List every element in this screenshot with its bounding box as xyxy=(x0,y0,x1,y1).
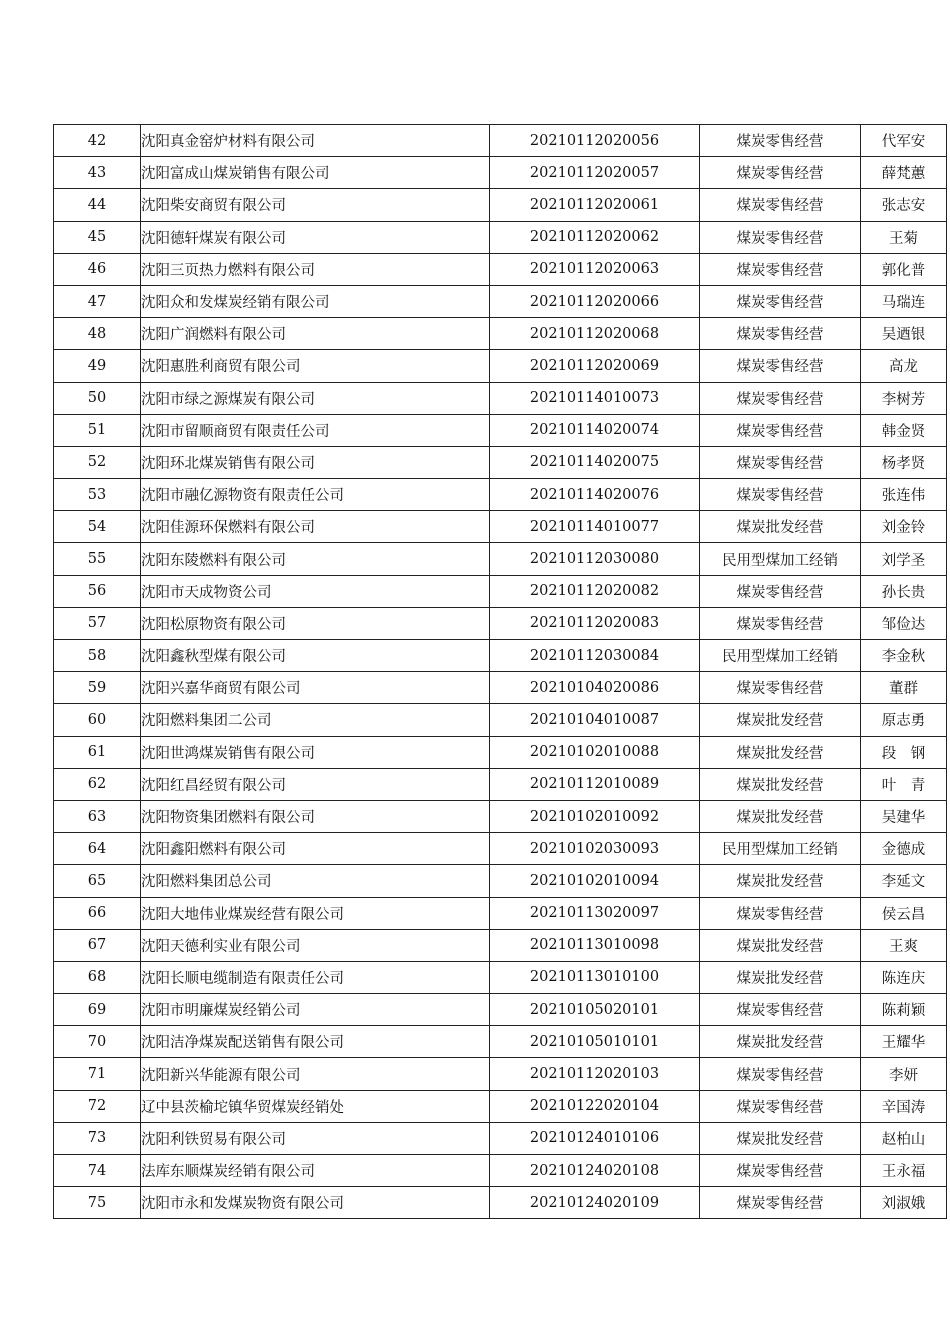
business-type-cell: 煤炭批发经营 xyxy=(700,800,861,832)
company-name-cell: 沈阳世鸿煤炭销售有限公司 xyxy=(141,736,490,768)
company-name-cell: 沈阳市留顺商贸有限责任公司 xyxy=(141,414,490,446)
business-type-cell: 煤炭批发经营 xyxy=(700,1122,861,1154)
company-name-cell: 沈阳富成山煤炭销售有限公司 xyxy=(141,157,490,189)
legal-representative-cell: 董群 xyxy=(861,672,947,704)
table-row xyxy=(54,961,947,993)
table-row xyxy=(54,640,947,672)
legal-representative-cell: 李延文 xyxy=(861,865,947,897)
license-number-cell: 20210124020109 xyxy=(490,1187,700,1219)
license-number-cell: 20210114010077 xyxy=(490,511,700,543)
table-row xyxy=(54,446,947,478)
row-number-cell: 57 xyxy=(54,607,141,639)
company-name-cell: 法库东顺煤炭经销有限公司 xyxy=(141,1155,490,1187)
table-row xyxy=(54,1058,947,1090)
license-number-cell: 20210124020108 xyxy=(490,1155,700,1187)
legal-representative-cell: 张志安 xyxy=(861,189,947,221)
row-number-cell: 61 xyxy=(54,736,141,768)
company-name-cell: 沈阳惠胜利商贸有限公司 xyxy=(141,350,490,382)
row-number-cell: 55 xyxy=(54,543,141,575)
company-name-cell: 沈阳东陵燃料有限公司 xyxy=(141,543,490,575)
license-number-cell: 20210112020056 xyxy=(490,125,700,157)
row-number-cell: 48 xyxy=(54,318,141,350)
legal-representative-cell: 刘学圣 xyxy=(861,543,947,575)
company-name-cell: 沈阳燃料集团总公司 xyxy=(141,865,490,897)
license-number-cell: 20210102030093 xyxy=(490,833,700,865)
company-name-cell: 沈阳市永和发煤炭物资有限公司 xyxy=(141,1187,490,1219)
business-type-cell: 煤炭零售经营 xyxy=(700,350,861,382)
registry-table-body xyxy=(54,125,947,1219)
row-number-cell: 68 xyxy=(54,961,141,993)
company-name-cell: 沈阳柴安商贸有限公司 xyxy=(141,189,490,221)
row-number-cell: 70 xyxy=(54,1026,141,1058)
row-number-cell: 45 xyxy=(54,221,141,253)
license-number-cell: 20210112030080 xyxy=(490,543,700,575)
license-number-cell: 20210114020074 xyxy=(490,414,700,446)
legal-representative-cell: 李妍 xyxy=(861,1058,947,1090)
table-row xyxy=(54,382,947,414)
business-type-cell: 煤炭批发经营 xyxy=(700,929,861,961)
license-number-cell: 20210105010101 xyxy=(490,1026,700,1058)
company-name-cell: 沈阳市绿之源煤炭有限公司 xyxy=(141,382,490,414)
license-number-cell: 20210112020062 xyxy=(490,221,700,253)
business-type-cell: 煤炭零售经营 xyxy=(700,125,861,157)
table-row xyxy=(54,253,947,285)
legal-representative-cell: 侯云昌 xyxy=(861,897,947,929)
license-number-cell: 20210113010098 xyxy=(490,929,700,961)
business-type-cell: 煤炭零售经营 xyxy=(700,479,861,511)
business-type-cell: 煤炭批发经营 xyxy=(700,768,861,800)
row-number-cell: 62 xyxy=(54,768,141,800)
business-type-cell: 煤炭零售经营 xyxy=(700,1090,861,1122)
license-registry-table xyxy=(53,124,947,1219)
row-number-cell: 60 xyxy=(54,704,141,736)
legal-representative-cell: 孙长贵 xyxy=(861,575,947,607)
company-name-cell: 沈阳广润燃料有限公司 xyxy=(141,318,490,350)
license-number-cell: 20210114010073 xyxy=(490,382,700,414)
table-row xyxy=(54,1155,947,1187)
table-row xyxy=(54,157,947,189)
license-number-cell: 20210113010100 xyxy=(490,961,700,993)
row-number-cell: 47 xyxy=(54,285,141,317)
business-type-cell: 煤炭零售经营 xyxy=(700,221,861,253)
row-number-cell: 72 xyxy=(54,1090,141,1122)
row-number-cell: 75 xyxy=(54,1187,141,1219)
company-name-cell: 沈阳众和发煤炭经销有限公司 xyxy=(141,285,490,317)
table-row xyxy=(54,285,947,317)
table-row xyxy=(54,768,947,800)
license-number-cell: 20210112020061 xyxy=(490,189,700,221)
legal-representative-cell: 金德成 xyxy=(861,833,947,865)
company-name-cell: 沈阳燃料集团二公司 xyxy=(141,704,490,736)
table-row xyxy=(54,897,947,929)
company-name-cell: 沈阳真金窑炉材料有限公司 xyxy=(141,125,490,157)
license-number-cell: 20210112020082 xyxy=(490,575,700,607)
business-type-cell: 煤炭批发经营 xyxy=(700,1026,861,1058)
company-name-cell: 沈阳大地伟业煤炭经营有限公司 xyxy=(141,897,490,929)
business-type-cell: 煤炭批发经营 xyxy=(700,865,861,897)
table-row xyxy=(54,1026,947,1058)
legal-representative-cell: 王耀华 xyxy=(861,1026,947,1058)
legal-representative-cell: 郭化普 xyxy=(861,253,947,285)
legal-representative-cell: 王永福 xyxy=(861,1155,947,1187)
legal-representative-cell: 段 钢 xyxy=(861,736,947,768)
legal-representative-cell: 王爽 xyxy=(861,929,947,961)
license-number-cell: 20210112030084 xyxy=(490,640,700,672)
license-number-cell: 20210112020066 xyxy=(490,285,700,317)
row-number-cell: 58 xyxy=(54,640,141,672)
legal-representative-cell: 刘金铃 xyxy=(861,511,947,543)
business-type-cell: 煤炭零售经营 xyxy=(700,897,861,929)
table-row xyxy=(54,929,947,961)
row-number-cell: 64 xyxy=(54,833,141,865)
license-number-cell: 20210114020076 xyxy=(490,479,700,511)
company-name-cell: 沈阳兴嘉华商贸有限公司 xyxy=(141,672,490,704)
license-number-cell: 20210113020097 xyxy=(490,897,700,929)
row-number-cell: 44 xyxy=(54,189,141,221)
license-number-cell: 20210122020104 xyxy=(490,1090,700,1122)
company-name-cell: 沈阳鑫阳燃料有限公司 xyxy=(141,833,490,865)
legal-representative-cell: 吴建华 xyxy=(861,800,947,832)
company-name-cell: 沈阳市融亿源物资有限责任公司 xyxy=(141,479,490,511)
row-number-cell: 74 xyxy=(54,1155,141,1187)
table-row xyxy=(54,994,947,1026)
legal-representative-cell: 张连伟 xyxy=(861,479,947,511)
business-type-cell: 煤炭零售经营 xyxy=(700,414,861,446)
business-type-cell: 煤炭零售经营 xyxy=(700,1058,861,1090)
company-name-cell: 沈阳环北煤炭销售有限公司 xyxy=(141,446,490,478)
business-type-cell: 煤炭零售经营 xyxy=(700,994,861,1026)
row-number-cell: 66 xyxy=(54,897,141,929)
table-row xyxy=(54,414,947,446)
business-type-cell: 煤炭批发经营 xyxy=(700,961,861,993)
legal-representative-cell: 陈连庆 xyxy=(861,961,947,993)
business-type-cell: 民用型煤加工经销 xyxy=(700,543,861,575)
company-name-cell: 沈阳利铁贸易有限公司 xyxy=(141,1122,490,1154)
license-number-cell: 20210112020057 xyxy=(490,157,700,189)
table-row xyxy=(54,221,947,253)
license-number-cell: 20210104020086 xyxy=(490,672,700,704)
company-name-cell: 沈阳三页热力燃料有限公司 xyxy=(141,253,490,285)
row-number-cell: 43 xyxy=(54,157,141,189)
legal-representative-cell: 王菊 xyxy=(861,221,947,253)
business-type-cell: 煤炭零售经营 xyxy=(700,1155,861,1187)
legal-representative-cell: 李金秋 xyxy=(861,640,947,672)
legal-representative-cell: 杨孝贤 xyxy=(861,446,947,478)
business-type-cell: 煤炭批发经营 xyxy=(700,511,861,543)
table-row xyxy=(54,833,947,865)
row-number-cell: 56 xyxy=(54,575,141,607)
company-name-cell: 辽中县茨榆坨镇华贸煤炭经销处 xyxy=(141,1090,490,1122)
business-type-cell: 煤炭零售经营 xyxy=(700,157,861,189)
business-type-cell: 煤炭零售经营 xyxy=(700,285,861,317)
license-number-cell: 20210112020068 xyxy=(490,318,700,350)
row-number-cell: 59 xyxy=(54,672,141,704)
business-type-cell: 煤炭零售经营 xyxy=(700,1187,861,1219)
table-row xyxy=(54,672,947,704)
legal-representative-cell: 薛梵蕙 xyxy=(861,157,947,189)
table-row xyxy=(54,704,947,736)
row-number-cell: 51 xyxy=(54,414,141,446)
legal-representative-cell: 辛国涛 xyxy=(861,1090,947,1122)
business-type-cell: 煤炭批发经营 xyxy=(700,704,861,736)
row-number-cell: 50 xyxy=(54,382,141,414)
table-row xyxy=(54,318,947,350)
license-number-cell: 20210112020063 xyxy=(490,253,700,285)
row-number-cell: 67 xyxy=(54,929,141,961)
legal-representative-cell: 赵柏山 xyxy=(861,1122,947,1154)
business-type-cell: 民用型煤加工经销 xyxy=(700,833,861,865)
table-row xyxy=(54,479,947,511)
company-name-cell: 沈阳红昌经贸有限公司 xyxy=(141,768,490,800)
table-row xyxy=(54,800,947,832)
legal-representative-cell: 邹俭达 xyxy=(861,607,947,639)
row-number-cell: 49 xyxy=(54,350,141,382)
license-number-cell: 20210112020083 xyxy=(490,607,700,639)
business-type-cell: 煤炭零售经营 xyxy=(700,607,861,639)
company-name-cell: 沈阳洁净煤炭配送销售有限公司 xyxy=(141,1026,490,1058)
license-number-cell: 20210102010094 xyxy=(490,865,700,897)
legal-representative-cell: 刘淑娥 xyxy=(861,1187,947,1219)
license-number-cell: 20210112010089 xyxy=(490,768,700,800)
legal-representative-cell: 马瑞连 xyxy=(861,285,947,317)
business-type-cell: 煤炭零售经营 xyxy=(700,318,861,350)
company-name-cell: 沈阳天德利实业有限公司 xyxy=(141,929,490,961)
license-number-cell: 20210104010087 xyxy=(490,704,700,736)
legal-representative-cell: 叶 青 xyxy=(861,768,947,800)
license-number-cell: 20210112020103 xyxy=(490,1058,700,1090)
table-row xyxy=(54,1187,947,1219)
business-type-cell: 煤炭零售经营 xyxy=(700,189,861,221)
table-row xyxy=(54,1122,947,1154)
row-number-cell: 71 xyxy=(54,1058,141,1090)
table-row xyxy=(54,865,947,897)
row-number-cell: 46 xyxy=(54,253,141,285)
company-name-cell: 沈阳物资集团燃料有限公司 xyxy=(141,800,490,832)
table-row xyxy=(54,543,947,575)
license-number-cell: 20210114020075 xyxy=(490,446,700,478)
business-type-cell: 煤炭零售经营 xyxy=(700,382,861,414)
business-type-cell: 民用型煤加工经销 xyxy=(700,640,861,672)
table-row xyxy=(54,607,947,639)
license-number-cell: 20210102010092 xyxy=(490,800,700,832)
company-name-cell: 沈阳新兴华能源有限公司 xyxy=(141,1058,490,1090)
company-name-cell: 沈阳德轩煤炭有限公司 xyxy=(141,221,490,253)
business-type-cell: 煤炭批发经营 xyxy=(700,736,861,768)
row-number-cell: 54 xyxy=(54,511,141,543)
row-number-cell: 65 xyxy=(54,865,141,897)
legal-representative-cell: 原志勇 xyxy=(861,704,947,736)
license-number-cell: 20210102010088 xyxy=(490,736,700,768)
row-number-cell: 63 xyxy=(54,800,141,832)
table-row xyxy=(54,736,947,768)
row-number-cell: 42 xyxy=(54,125,141,157)
legal-representative-cell: 陈莉颖 xyxy=(861,994,947,1026)
legal-representative-cell: 韩金贤 xyxy=(861,414,947,446)
table-row xyxy=(54,575,947,607)
company-name-cell: 沈阳松原物资有限公司 xyxy=(141,607,490,639)
row-number-cell: 52 xyxy=(54,446,141,478)
table-row xyxy=(54,350,947,382)
business-type-cell: 煤炭零售经营 xyxy=(700,253,861,285)
table-row xyxy=(54,1090,947,1122)
company-name-cell: 沈阳市明廉煤炭经销公司 xyxy=(141,994,490,1026)
legal-representative-cell: 高龙 xyxy=(861,350,947,382)
row-number-cell: 69 xyxy=(54,994,141,1026)
company-name-cell: 沈阳鑫秋型煤有限公司 xyxy=(141,640,490,672)
table-row xyxy=(54,189,947,221)
row-number-cell: 53 xyxy=(54,479,141,511)
company-name-cell: 沈阳佳源环保燃料有限公司 xyxy=(141,511,490,543)
license-number-cell: 20210124010106 xyxy=(490,1122,700,1154)
company-name-cell: 沈阳市天成物资公司 xyxy=(141,575,490,607)
business-type-cell: 煤炭零售经营 xyxy=(700,672,861,704)
company-name-cell: 沈阳长顺电缆制造有限责任公司 xyxy=(141,961,490,993)
legal-representative-cell: 吴迺银 xyxy=(861,318,947,350)
row-number-cell: 73 xyxy=(54,1122,141,1154)
license-number-cell: 20210112020069 xyxy=(490,350,700,382)
table-row xyxy=(54,511,947,543)
table-row xyxy=(54,125,947,157)
legal-representative-cell: 代军安 xyxy=(861,125,947,157)
legal-representative-cell: 李树芳 xyxy=(861,382,947,414)
license-number-cell: 20210105020101 xyxy=(490,994,700,1026)
business-type-cell: 煤炭零售经营 xyxy=(700,575,861,607)
business-type-cell: 煤炭零售经营 xyxy=(700,446,861,478)
